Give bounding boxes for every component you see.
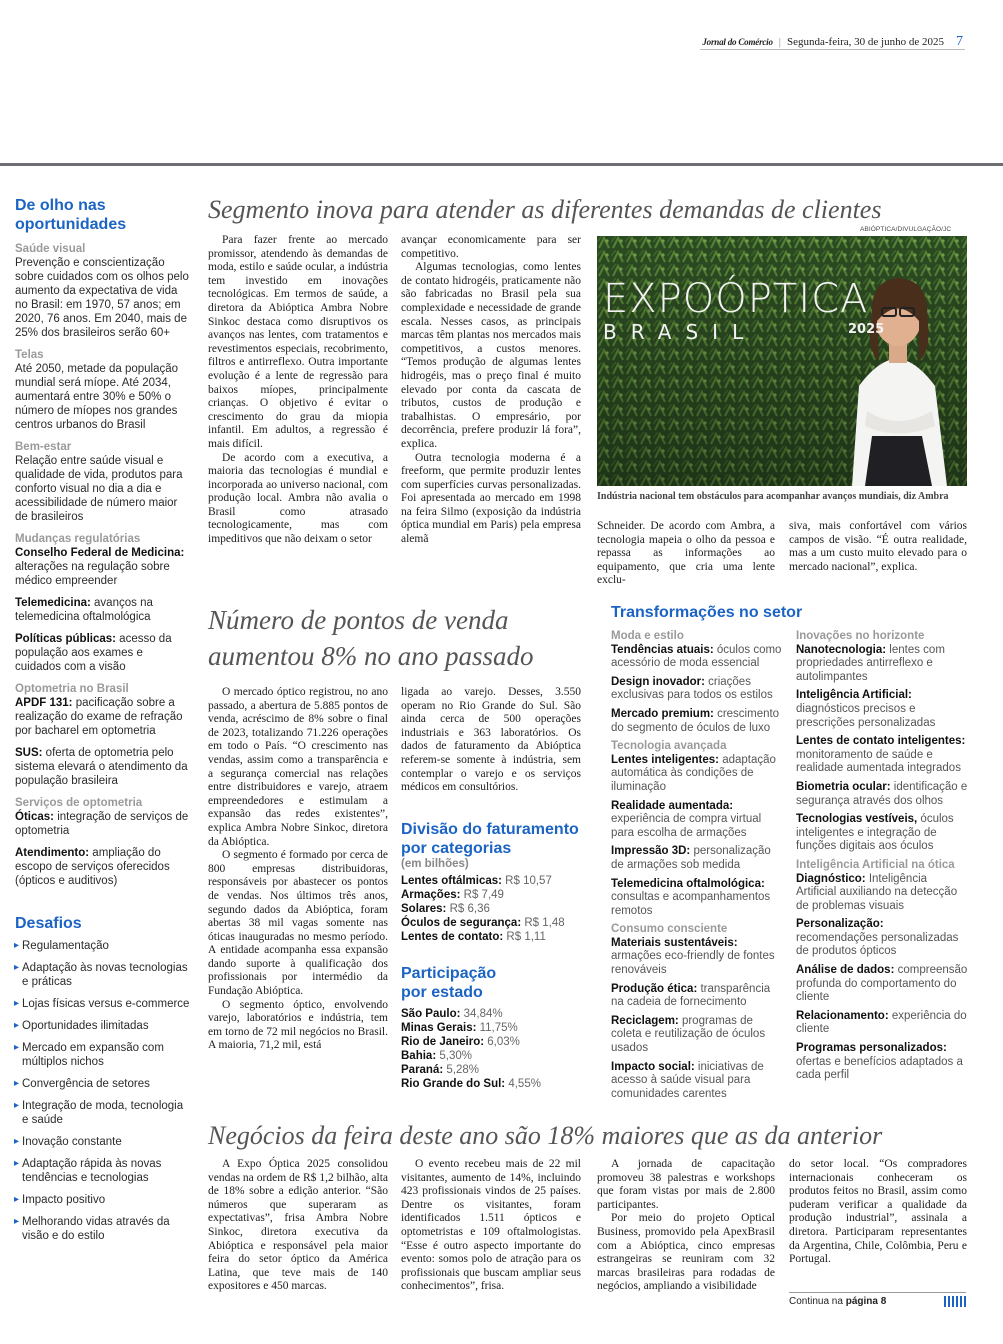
transform-item-key: Tendências atuais:: [611, 643, 714, 656]
page-number: 7: [956, 34, 963, 49]
header-separator: |: [778, 36, 781, 48]
continua-bars-icon: [944, 1296, 966, 1307]
paragraph: avançar economicamente para ser competitivo.: [401, 234, 581, 260]
desafio-item: ▸ Mercado em expansão com múltiplos nichos: [15, 1041, 190, 1069]
transform-item-key: Diagnóstico:: [796, 872, 866, 885]
transform-item-key: Realidade aumentada:: [611, 799, 734, 812]
transform-item-text: experiência de compra virtual para escolha de armações: [611, 813, 762, 839]
paragraph: O segmento é formado por cerca de 800 empresas distribuidoras, responsáveis por abastecer os pontos de vendas. Nos últimos três anos, segundo dados da Abióptica, foram abertas 38 mil vagas somente nas óticas inauguradas no mesmo período. A entidade acompanha essa expansão dando suporte à qualificação dos profissionais por intermédio da Fundação Abióptica.: [208, 849, 388, 998]
kv-row: [401, 916, 586, 930]
article3-column-2: [401, 1158, 581, 1294]
transform-item: [611, 644, 784, 671]
sidebar-item: [15, 632, 190, 674]
kv-row: [401, 1049, 586, 1063]
paragraph: Por meio do projeto Optical Business, promovido pela ApexBrasil com a Abióptica, cinco empresas estrangeiras se reuniram com 32 marcas brasileiras para rodadas de negócios, ampliando a visibilidade: [597, 1212, 775, 1293]
sidebar-category: Optometria no Brasil: [15, 683, 129, 695]
kv-key: Lentes de contato:: [401, 931, 504, 943]
transform-item-text: monitoramento de saúde e realidade aumentada integrados: [796, 748, 961, 775]
transform-category: Tecnologia avançada: [611, 740, 727, 753]
transform-item-text: experiência do cliente: [796, 1009, 967, 1036]
sidebar-item-text: ampliação do escopo de serviços oferecidos (ópticos e auditivos): [15, 847, 170, 887]
kv-value: 5,30%: [436, 1050, 472, 1062]
article2-column-1: [208, 686, 388, 1053]
transform-item: [611, 800, 784, 841]
sidebar-item-text: Relação entre saúde visual e qualidade de vida, produtos para conforto visual no dia a dia e acessibilidade de número maior de brasileiros: [15, 455, 183, 523]
kv-key: Solares:: [401, 903, 447, 915]
transformacoes-box: [611, 603, 971, 622]
transformacoes-left: [611, 626, 784, 1106]
continua-text: Continua na página 8: [789, 1295, 887, 1307]
paragraph: Algumas tecnologias, como lentes de contato hidrogéis, praticamente não são fabricadas no Brasil pela sua complexidade e necessidade de grande escala. Nesses casos, as principais marcas têm plantas nos mercados mais competitivos, a custos menores. “Temos produção de algumas lentes hidrogéis, mas o preço final é muito elevado por conta da cascata de tributos, custos de produção e trabalhistas. O empresário, por decorrência, prefere produzir lá fora”, explica.: [401, 261, 581, 450]
kv-value: 4,55%: [505, 1078, 541, 1090]
transform-item-text: óculos inteligentes e integração de funções digitais aos óculos: [796, 813, 954, 853]
headline-segmento: Segmento inova para atender as diferentes demandas de clientes: [208, 195, 882, 224]
photo-credit: ABIÓPTICA/DIVULGAÇÃO/JC: [860, 226, 952, 233]
transform-item: [796, 1010, 968, 1037]
sidebar-item-key: Conselho Federal de Medicina:: [15, 547, 185, 559]
transform-item: [796, 644, 968, 685]
participacao-box: [401, 964, 586, 1091]
sidebar-item-key: APDF 131:: [15, 697, 73, 709]
kv-value: R$ 10,57: [501, 875, 552, 887]
transform-category: Consumo consciente: [611, 923, 728, 936]
transform-item: [611, 845, 784, 872]
faturamento-title: Divisão do faturamento por categorias: [401, 821, 579, 857]
transform-item: [796, 689, 968, 730]
transform-item: [611, 676, 784, 703]
article1-column-1: [208, 234, 388, 547]
kv-value: 6,03%: [484, 1036, 520, 1048]
paragraph: Outra tecnologia moderna é a freeform, que permite produzir lentes com superfícies curvas personalizadas. Foi apresentada ao mercado em 1998 na feira Silmo (exposição da indústria óptica mundial em Paris) pela empresa alemã: [401, 451, 581, 546]
transform-item-key: Biometria ocular:: [796, 780, 891, 793]
faturamento-box: [401, 820, 586, 944]
sidebar-category: Telas: [15, 349, 44, 361]
transform-item-text: diagnósticos precisos e prescrições personalizadas: [796, 702, 936, 729]
paragraph: do setor local. “Os compradores internacionais conheceram os produtos feitos no Brasil, assim como puderam verificar a qualidade da produção industrial”, assinala a diretora. Participaram representantes da Argentina, Chile, Colômbia, Peru e Portugal.: [789, 1158, 967, 1266]
transform-item-text: programas de coleta e reutilização de óculos usados: [611, 1014, 766, 1055]
transform-item-text: compreensão profunda do comportamento do cliente: [796, 964, 968, 1004]
transform-item-text: armações eco-friendly de fontes renováveis: [611, 950, 775, 977]
transform-item-key: Produção ética:: [611, 982, 698, 995]
transform-item-key: Mercado premium:: [611, 707, 714, 720]
transform-item-text: ofertas e benefícios adaptados a cada perfil: [796, 1055, 963, 1082]
sidebar-item-text: acesso da população aos exames e cuidados com a visão: [15, 633, 172, 673]
sidebar-item: [15, 846, 190, 888]
paragraph: A Expo Óptica 2025 consolidou vendas na ordem de R$ 1,2 bilhão, alta de 18% sobre a edição anterior. “São números que superaram as expectativas”, frisa Ambra Nobre Sinkoc, diretora executiva da Abióptica e responsável pela maior feira do setor óptico da América Latina, que teve mais de 140 expositores e 450 marcas.: [208, 1158, 388, 1293]
transform-item-key: Lentes inteligentes:: [611, 753, 719, 766]
article1-column-4: [789, 520, 967, 574]
kv-value: 11,75%: [476, 1022, 518, 1034]
sidebar-item: [15, 454, 190, 524]
sidebar-category: Mudanças regulatórias: [15, 533, 141, 545]
kv-value: 5,28%: [443, 1064, 479, 1076]
transform-item-text: personalização de armações sob medida: [611, 845, 771, 871]
photo-caption: Indústria nacional tem obstáculos para acompanhar avanços mundiais, diz Ambra: [597, 491, 949, 502]
desafio-item: ▸ Integração de moda, tecnologia e saúde: [15, 1099, 190, 1127]
kv-value: R$ 1,11: [503, 931, 546, 943]
article3-column-4: [789, 1158, 967, 1267]
transform-item-text: óculos como acessório de moda essencial: [611, 643, 782, 670]
transform-item-key: Personalização:: [796, 918, 884, 931]
faturamento-subtitle: (em bilhões): [401, 858, 469, 870]
transform-category: Inovações no horizonte: [796, 630, 925, 642]
transform-item-text: adaptação automática às condições de iluminação: [611, 753, 776, 793]
kv-key: Paraná:: [401, 1064, 444, 1076]
desafio-item: ▸ Inovação constante: [15, 1135, 190, 1149]
kv-row: [401, 1035, 586, 1049]
faturamento-list: [401, 874, 586, 944]
header-underline: [700, 49, 965, 50]
kv-key: Rio de Janeiro:: [401, 1036, 485, 1048]
article3-column-3: [597, 1158, 775, 1294]
kv-value: R$ 6,36: [446, 903, 490, 915]
sidebar-oportunidades: [15, 196, 190, 1251]
article2-column-2: [401, 686, 581, 795]
paragraph: O segmento óptico, envolvendo varejo, laboratórios e indústria, tem em torno de 72 mil negócios no Brasil. A maioria, 71,2 mil, está: [208, 998, 388, 1052]
sidebar-sections: [15, 242, 190, 888]
paragraph: Schneider. De acordo com Ambra, a tecnologia mapeia o olho da pessoa e repassa as informações ao equipamento, que cria uma lente exclu-: [597, 520, 775, 587]
transform-item-key: Relacionamento:: [796, 1009, 889, 1022]
sidebar-item-key: SUS:: [15, 747, 43, 759]
sidebar-category: Saúde visual: [15, 243, 86, 255]
expo-sign: [603, 276, 885, 344]
participacao-list: [401, 1007, 586, 1091]
photo-illustration: [597, 236, 967, 486]
kv-row: [401, 874, 586, 888]
sidebar-item-key: Óticas:: [15, 811, 54, 823]
sidebar-category: Serviços de optometria: [15, 797, 143, 809]
headline-pontos-de-venda: Número de pontos de venda aumentou 8% no ano passado: [208, 605, 534, 671]
paragraph: De acordo com a executiva, a maioria das tecnologias é mundial e incorporada ao universo nacional, com produção local. Ambra não avalia o Brasil como atrasado tecnologicamente, mas com impeditivos que não deixam o setor: [208, 451, 388, 546]
participacao-title: Participação por estado: [401, 965, 497, 1001]
transform-category: Moda e estilo: [611, 630, 684, 642]
article1-column-2: [401, 234, 581, 547]
kv-row: [401, 1077, 586, 1091]
transformacoes-title: Transformações no setor: [611, 604, 803, 621]
kv-key: São Paulo:: [401, 1008, 461, 1020]
transform-item: [796, 735, 968, 776]
sidebar-item: [15, 546, 190, 588]
kv-key: Rio Grande do Sul:: [401, 1078, 506, 1090]
kv-row: [401, 902, 586, 916]
kv-value: R$ 7,49: [460, 889, 504, 901]
sidebar-item-text: integração de serviços de optometria: [15, 811, 189, 837]
transform-item-text: criações exclusivas para todos os estilos: [611, 675, 773, 702]
transform-category: Inteligência Artificial na ótica: [796, 858, 955, 871]
transform-item-text: recomendações personalizadas de produtos ópticos: [796, 931, 959, 958]
sidebar-item: [15, 256, 190, 340]
sidebar-item-key: Políticas públicas:: [15, 633, 116, 645]
article1-column-3: [597, 520, 775, 588]
transform-item-key: Impressão 3D:: [611, 845, 691, 858]
transform-item: [796, 1042, 968, 1083]
transform-item-key: Análise de dados:: [796, 964, 895, 977]
kv-value: R$ 1,48: [521, 917, 565, 929]
kv-row: [401, 1021, 586, 1035]
sidebar-item: [15, 746, 190, 788]
sidebar-item: [15, 696, 190, 738]
sidebar-item-text: alterações na regulação sobre médico empreender: [15, 561, 170, 587]
transform-item-key: Telemedicina oftalmológica:: [611, 877, 765, 890]
sidebar-title: De olho nas oportunidades: [15, 197, 127, 233]
sidebar-item: [15, 596, 190, 624]
page-header: [702, 34, 963, 50]
desafio-item: ▸ Adaptação às novas tecnologias e práticas: [15, 961, 190, 989]
desafios-title: Desafios: [15, 915, 82, 932]
sidebar-item: [15, 810, 190, 838]
top-rule: [0, 163, 1003, 166]
transform-item-key: Materiais sustentáveis:: [611, 936, 738, 949]
transform-item: [611, 754, 784, 795]
transform-item-key: Inteligência Artificial:: [796, 689, 912, 702]
transformacoes-right: [796, 626, 968, 1088]
transform-item: [611, 708, 784, 735]
transform-item-key: Design inovador:: [611, 675, 705, 688]
paragraph: Para fazer frente ao mercado promissor, atendendo às demandas de moda, estilo e saúde ocular, a indústria tem investido em inovações tecnológicas. Em termos de saúde, a diretora da Abióptica Ambra Nobre Sinkoc destaca como disruptivos os avanços nas lentes, com tratamentos e revestimentos especiais, recobrimento, filtros e antirreflexo. Outra importante evolução é a lente de regressão para baixos míopes, principalmente crianças. O objetivo é evitar o crescimento do grau da miopia infantil. Em adultos, a regressão é mais difícil.: [208, 234, 388, 450]
headline-negocios-feira: Negócios da feira deste ano são 18% maiores que as da anterior: [208, 1121, 883, 1150]
desafio-item: ▸ Melhorando vidas através da visão e do estilo: [15, 1215, 190, 1243]
desafio-item: ▸ Adaptação rápida às novas tendências e tecnologias: [15, 1157, 190, 1185]
transform-item: [611, 878, 784, 919]
sidebar-category: Bem-estar: [15, 441, 72, 453]
desafio-item: ▸ Impacto positivo: [15, 1193, 190, 1207]
kv-key: Minas Gerais:: [401, 1022, 477, 1034]
transform-item-key: Tecnologias vestíveis,: [796, 813, 918, 826]
sidebar-item-text: avanços na telemedicina oftalmológica: [15, 597, 153, 623]
transform-item-key: Impacto social:: [611, 1060, 695, 1073]
continua-na-pagina[interactable]: [789, 1292, 966, 1309]
expo-sign-line1: EXPOÓPTICA: [603, 276, 869, 322]
expo-sign-line2: BRASIL: [603, 320, 758, 344]
transform-item-text: iniciativas de acesso à saúde visual para comunidades carentes: [611, 1060, 764, 1100]
desafio-item: ▸ Oportunidades ilimitadas: [15, 1019, 190, 1033]
paragraph: ligada ao varejo. Desses, 3.550 operam no Rio Grande do Sul. São ainda cerca de 500 operações industriais e 363 laboratórios. Os dados de faturamento da Abióptica referem-se somente à indústria, sem contemplar o varejo e os serviços médicos em consultórios.: [401, 686, 581, 794]
expo-optica-photo: [597, 236, 967, 486]
transform-item: [796, 873, 968, 914]
kv-row: [401, 1007, 586, 1021]
transform-item: [611, 937, 784, 978]
desafios-list: [15, 939, 190, 1243]
transform-item: [611, 983, 784, 1010]
transform-item: [611, 1015, 784, 1056]
kv-key: Bahia:: [401, 1050, 437, 1062]
transform-item-text: Inteligência Artificial auxiliando na detecção de problemas visuais: [796, 872, 958, 912]
transform-item-text: lentes com propriedades antirreflexo e autolimpantes: [796, 643, 945, 683]
article3-column-1: [208, 1158, 388, 1294]
kv-row: [401, 1063, 586, 1077]
desafio-item: ▸ Convergência de setores: [15, 1077, 190, 1091]
transform-item: [796, 813, 968, 854]
kv-value: 34,84%: [460, 1008, 503, 1020]
transform-item-key: Nanotecnologia:: [796, 643, 887, 656]
paragraph: O evento recebeu mais de 22 mil visitantes, aumento de 14%, incluindo 423 profissionais vindos de 25 países. Dentre os visitantes, foram identificados 1.511 ópticos e optometristas e 109 oftalmologistas. “Esse é outro aspecto importante do evento: somos polo de atração para os profissionais que buscam ampliar seus conhecimentos”, frisa.: [401, 1158, 581, 1293]
sidebar-item-text: pacificação sobre a realização do exame de refração por bacharel em optometria: [15, 697, 183, 737]
paragraph: siva, mais confortável com vários campos de visão. “É outra realidade, mas a um custo muito elevado para o mercado nacional”, explica.: [789, 520, 967, 573]
transform-item-key: Reciclagem:: [611, 1014, 679, 1027]
transform-item-text: consultas e acompanhamentos remotos: [611, 891, 771, 917]
transform-item: [796, 918, 968, 959]
paragraph: O mercado óptico registrou, no ano passado, a abertura de 5.885 pontos de venda, acréscimo de 8% sobre o final de 2023, totalizando 71.226 operações em todo o País. “O crescimento nas vendas, assim como a transparência e a segurança comercial nas relações entre distribuidores e varejo, atraem empreendedores e estimulam a expansão das redes existentes”, explica Ambra Nobre Sinkoc, diretora da Abióptica.: [208, 686, 388, 848]
sidebar-item-key: Atendimento:: [15, 847, 90, 859]
kv-row: [401, 888, 586, 902]
issue-date: Segunda-feira, 30 de junho de 2025: [786, 36, 944, 48]
transform-item-key: Lentes de contato inteligentes:: [796, 735, 966, 748]
transform-item-key: Programas personalizados:: [796, 1042, 947, 1055]
expo-sign-year: 2025: [848, 322, 885, 337]
sidebar-item-text: oferta de optometria pelo sistema elevará o atendimento da população brasileira: [15, 747, 188, 787]
transform-item: [611, 1061, 784, 1102]
desafio-item: ▸ Lojas físicas versus e-commerce: [15, 997, 190, 1011]
kv-key: Armações:: [401, 889, 461, 901]
desafio-item: ▸ Regulamentação: [15, 939, 190, 953]
transform-item-text: transparência na cadeia de fornecimento: [611, 982, 771, 1009]
kv-key: Óculos de segurança:: [401, 917, 522, 929]
kv-key: Lentes oftálmicas:: [401, 875, 502, 887]
paper-name: Jornal do Comércio: [702, 37, 773, 47]
sidebar-item: [15, 362, 190, 432]
transform-item-text: identificação e segurança através dos olhos: [796, 780, 968, 807]
sidebar-item-text: Até 2050, metade da população mundial será míope. Até 2034, aumentará entre 30% e 50% o número de míopes nos grandes centros urbanos do Brasil: [15, 363, 179, 431]
paragraph: A jornada de capacitação promoveu 38 palestras e workshops que foram vistas por mais de 2.800 participantes.: [597, 1158, 775, 1211]
transform-item-text: crescimento do segmento de óculos de luxo: [611, 707, 780, 734]
kv-row: [401, 930, 586, 944]
transform-item: [796, 781, 968, 808]
sidebar-item-text: Prevenção e conscientização sobre cuidados com os olhos pelo aumento da expectativa de vida no Brasil: em 1970, 57 anos; em 2020, 76 anos. Em 2040, mais de 25% dos brasileiros serão 60+: [15, 257, 189, 339]
sidebar-item-key: Telemedicina:: [15, 597, 91, 609]
transform-item: [796, 964, 968, 1005]
